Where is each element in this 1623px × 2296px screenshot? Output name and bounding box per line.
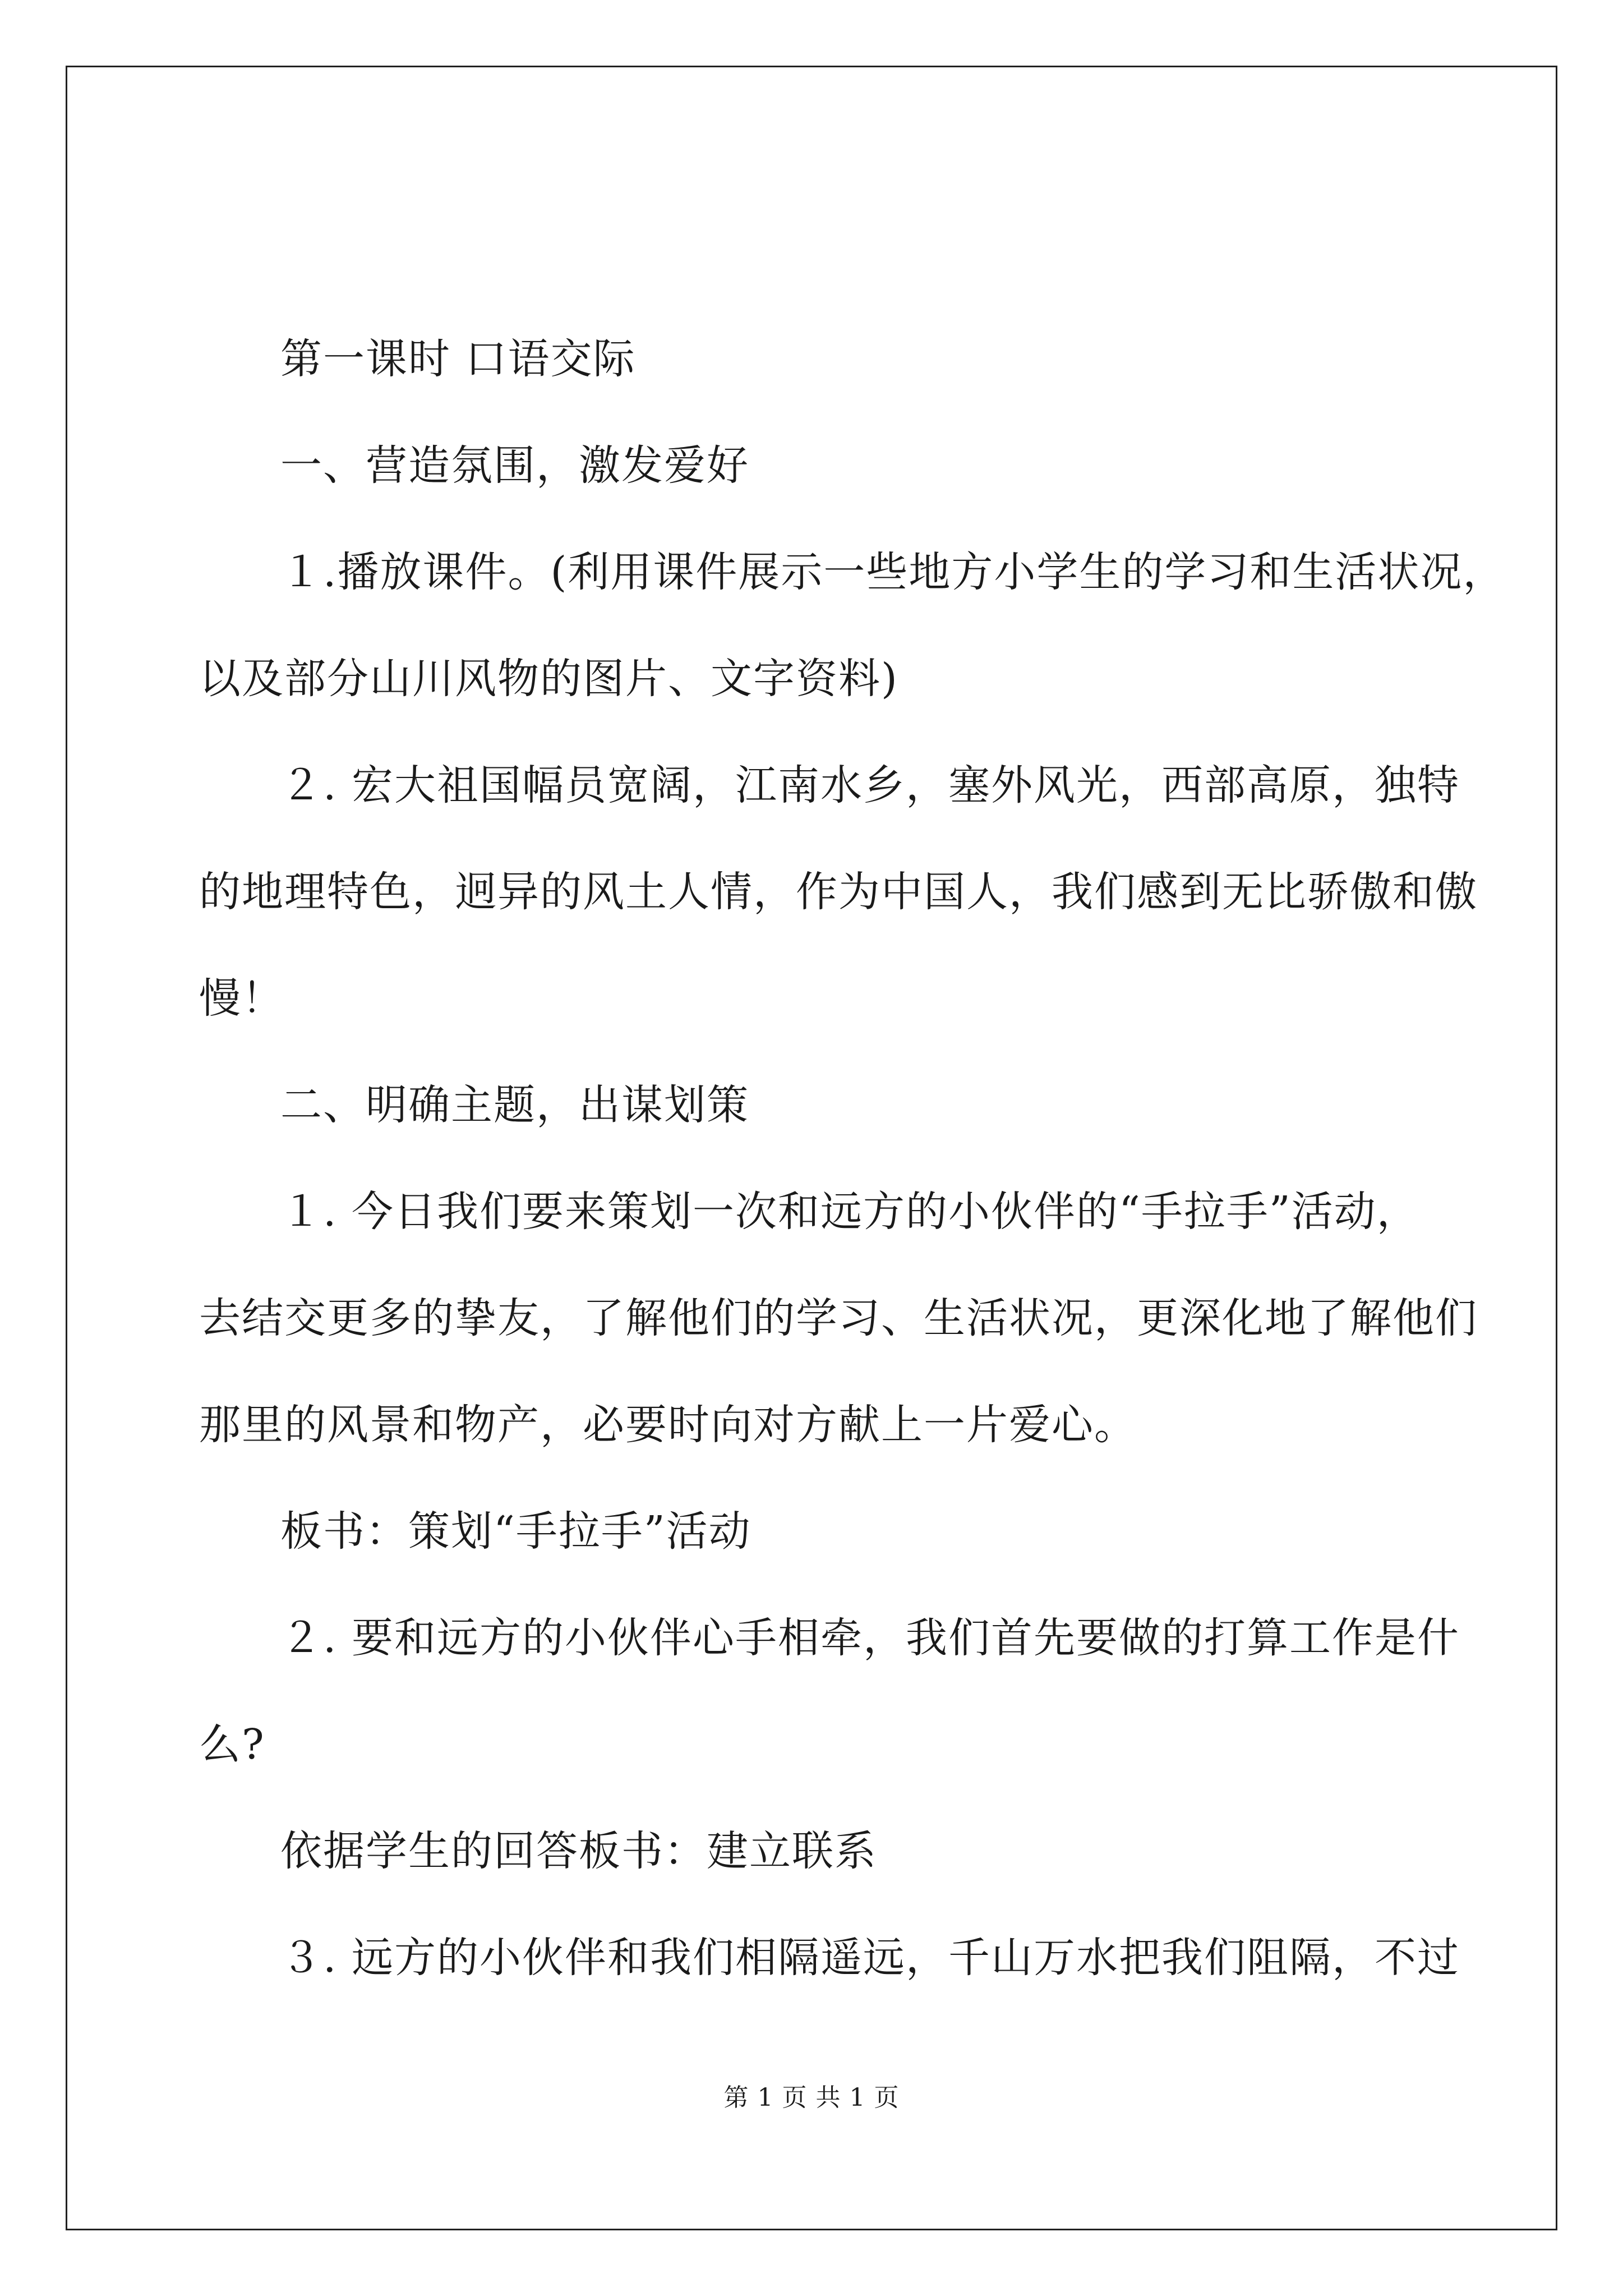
- text-line: 的地理特色，迥异的风土人情，作为中国人，我们感到无比骄傲和傲: [199, 868, 1478, 916]
- text-line: 以及部分山川风物的图片、文字资料): [199, 655, 898, 703]
- text-line: 慢！: [199, 974, 284, 1023]
- text-line: 依据学生的回答板书：建立联系: [280, 1827, 877, 1875]
- text-line: ２. 要和远方的小伙伴心手相牵，我们首先要做的打算工作是什: [280, 1614, 1460, 1662]
- text-line: １. 今日我们要来策划一次和远方的小伙伴的“手拉手”活动，: [280, 1188, 1419, 1236]
- text-line: 第一课时 口语交际: [280, 335, 636, 383]
- page-number-footer: 第 1 页 共 1 页: [723, 2083, 900, 2112]
- page-border: [66, 66, 1557, 2230]
- text-line: ２. 宏大祖国幅员宽阔，江南水乡，塞外风光，西部高原，独特: [280, 761, 1460, 809]
- text-line: 二、明确主题，出谋划策: [280, 1081, 749, 1129]
- text-line: 板书：策划“手拉手”活动: [280, 1507, 751, 1556]
- text-line: 去结交更多的挚友，了解他们的学习、生活状况，更深化地了解他们: [199, 1294, 1478, 1342]
- text-line: 一、营造氛围，激发爱好: [280, 441, 749, 490]
- text-line: ３. 远方的小伙伴和我们相隔遥远，千山万水把我们阻隔，不过: [280, 1934, 1460, 1982]
- text-line: １.播放课件。(利用课件展示一些地方小学生的学习和生活状况，: [280, 548, 1506, 596]
- text-line: 么?: [199, 1720, 265, 1769]
- text-line: 那里的风景和物产，必要时向对方献上一片爱心。: [199, 1401, 1137, 1449]
